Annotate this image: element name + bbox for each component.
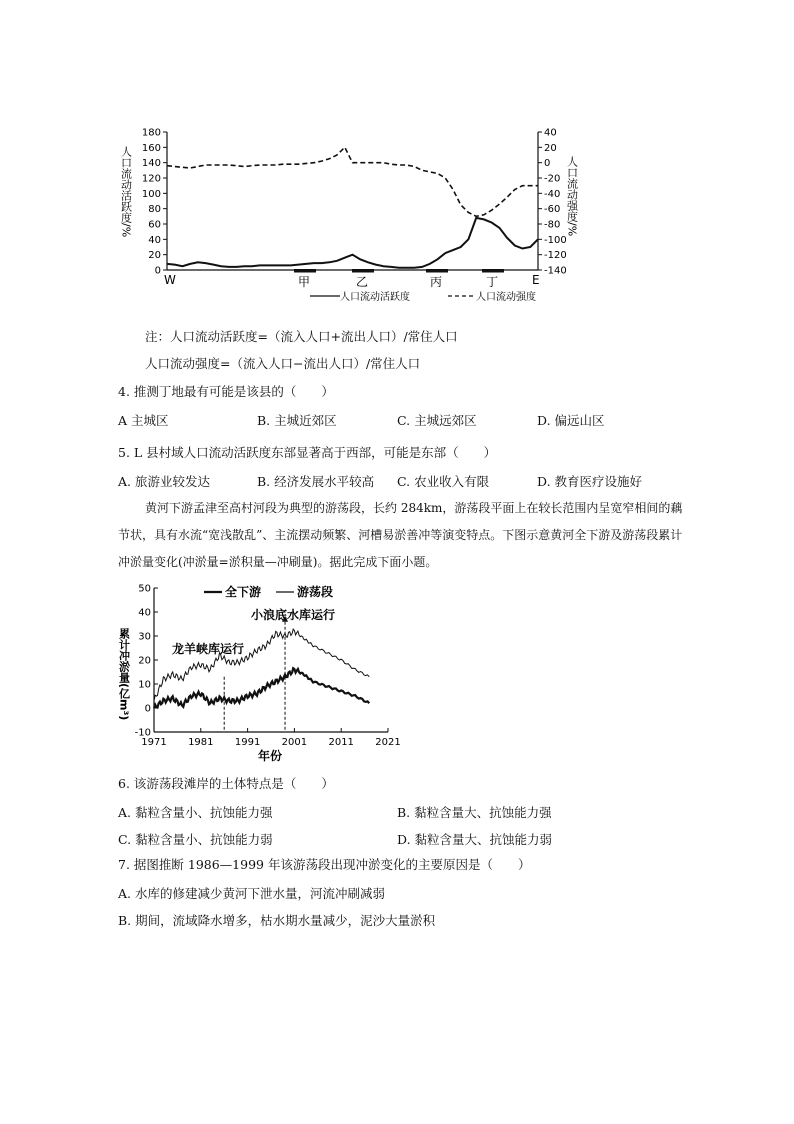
population-flow-chart: [118, 118, 579, 308]
left-tick-label: 0: [154, 265, 161, 277]
question-7-stem: 7. 据图推断 1986—1999 年该游荡段出现冲淤变化的主要原因是（ ）: [118, 857, 531, 872]
region-label-yi: 乙: [356, 275, 369, 289]
x-end-label: E: [532, 273, 540, 287]
left-tick-label: 80: [148, 204, 161, 216]
y-tick-label: 20: [138, 655, 151, 667]
q6-option-b[interactable]: B. 黏粒含量大、抗蚀能力强: [397, 805, 552, 820]
y-tick-label: 0: [144, 703, 151, 715]
q7-option-a[interactable]: A. 水库的修建减少黄河下泄水量，河流冲刷减弱: [118, 886, 385, 901]
x-tick-label: 1991: [234, 737, 261, 748]
right-axis-ticks: [538, 128, 567, 277]
q5-option-a[interactable]: A. 旅游业较发达: [118, 474, 210, 489]
q7-option-b[interactable]: B. 期间，流域降水增多，枯水期水量减少，泥沙大量淤积: [118, 913, 436, 928]
intensity-series-line: [167, 147, 538, 216]
right-tick-label: -40: [544, 188, 561, 200]
q5-option-b[interactable]: B. 经济发展水平较高: [257, 474, 375, 489]
region-label-jia: 甲: [298, 275, 311, 289]
passage-line-3: 冲淤量变化(冲淤量=淤积量—冲刷量)。据此完成下面小题。: [118, 555, 438, 569]
y-tick-label: 30: [138, 631, 151, 643]
region-label-bing: 丙: [430, 275, 443, 289]
right-tick-label: -60: [544, 204, 561, 216]
q4-option-d[interactable]: D. 偏远山区: [537, 413, 605, 428]
q4-option-b[interactable]: B. 主城近郊区: [257, 413, 337, 428]
left-tick-label: 100: [141, 188, 161, 200]
question-6-stem: 6. 该游荡段滩岸的土体特点是（ ）: [118, 776, 334, 791]
question-4-stem: 4. 推测丁地最有可能是该县的（ ）: [118, 384, 334, 399]
left-tick-label: 20: [148, 250, 161, 262]
y-tick-label: 10: [138, 679, 151, 691]
x-axis-ticks: [141, 728, 400, 748]
sediment-balance-chart: [118, 578, 408, 768]
right-tick-label: 0: [544, 158, 551, 170]
right-axis-label: 人口流动强度/%: [565, 156, 579, 237]
annotation-xiaolangdi: 小浪底水库运行: [251, 608, 336, 622]
region-label-ding: 丁: [486, 275, 499, 289]
legend-full-label: 全下游: [225, 585, 262, 599]
right-tick-label: 20: [544, 142, 557, 154]
right-tick-label: -80: [544, 219, 561, 231]
note-intensity-formula: 人口流动强度=（流入人口−流出人口）/常住人口: [145, 356, 421, 371]
q5-option-d[interactable]: D. 教育医疗设施好: [537, 474, 643, 489]
q6-option-c[interactable]: C. 黏粒含量小、抗蚀能力弱: [118, 832, 273, 847]
note-activity-formula: 注：人口流动活跃度=（流入人口+流出人口）/常住人口: [145, 329, 458, 344]
right-tick-label: -100: [544, 234, 567, 246]
legend-intensity-label: 人口流动强度: [476, 292, 536, 303]
left-axis-ticks: [142, 128, 167, 277]
legend-wander-label: 游荡段: [297, 585, 334, 599]
q6-option-a[interactable]: A. 黏粒含量小、抗蚀能力强: [118, 805, 273, 820]
x-tick-label: 1971: [141, 737, 167, 748]
legend-activity-label: 人口流动活跃度: [340, 292, 410, 303]
q4-option-a[interactable]: A 主城区: [118, 413, 169, 428]
left-tick-label: 180: [141, 127, 161, 139]
y-axis-label: 累计冲淤量(亿m³): [117, 628, 131, 721]
left-tick-label: 40: [148, 234, 161, 246]
question-5-stem: 5. L 县村域人口流动活跃度东部显著高于西部，可能是东部（ ）: [118, 445, 497, 460]
x-axis-label: 年份: [258, 749, 283, 763]
region-bar-bing: [426, 269, 448, 273]
right-tick-label: -20: [544, 173, 561, 185]
x-start-label: W: [164, 273, 176, 287]
x-tick-label: 2021: [375, 737, 401, 748]
y-tick-label: 50: [138, 583, 151, 595]
region-bar-jia: [294, 269, 316, 273]
right-tick-label: -120: [544, 250, 567, 262]
q6-option-d[interactable]: D. 黏粒含量大、抗蚀能力弱: [397, 832, 553, 847]
y-tick-label: 40: [138, 607, 151, 619]
left-tick-label: 60: [148, 219, 161, 231]
y-tick-label: -10: [134, 727, 151, 739]
q4-option-c[interactable]: C. 主城远郊区: [397, 413, 477, 428]
right-tick-label: -140: [544, 265, 567, 277]
x-tick-label: 2011: [328, 737, 354, 748]
region-bar-yi: [352, 269, 374, 273]
left-tick-label: 160: [141, 142, 161, 154]
annotation-longyangxia: 龙羊峡库运行: [172, 642, 245, 656]
region-bar-ding: [482, 269, 504, 273]
left-tick-label: 120: [141, 173, 161, 185]
left-tick-label: 140: [141, 158, 161, 170]
right-tick-label: 40: [544, 127, 557, 139]
passage-line-1: 黄河下游孟津至高村河段为典型的游荡段，长约 284km，游荡段平面上在较长范围内呈宽窄相间的藕: [145, 501, 683, 515]
left-axis-label: 人口流动活跃度/%: [119, 146, 133, 238]
q5-option-c[interactable]: C. 农业收入有限: [397, 474, 490, 489]
passage-line-2: 节状，具有水流“宽浅散乱”、主流摆动频繁、河槽易淤善冲等演变特点。下图示意黄河全下游及游荡段累计: [118, 528, 683, 542]
activity-series-line: [167, 218, 538, 268]
x-tick-label: 2001: [281, 737, 308, 748]
x-tick-label: 1981: [188, 737, 214, 748]
